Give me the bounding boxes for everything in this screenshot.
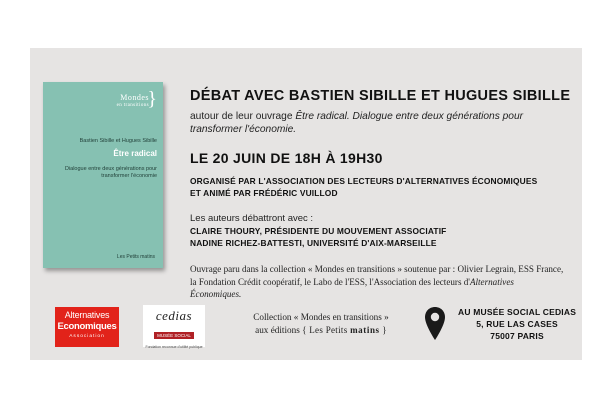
- debate-guests: [190, 225, 446, 249]
- guest-line1: CLAIRE THOURY, PRÉSIDENTE DU MOUVEMENT ASSOCIATIF: [190, 226, 447, 236]
- paragraph-text: Ouvrage paru dans la collection « Mondes en transitions » soutenue par : Olivier Legrain, ESS France, la Fondation Crédit coopératif, le Labo de l'ESS, l'Association des lecteurs d': [190, 264, 564, 287]
- intro-book-title: Être radical. Dialogue entre deux générations pour transformer l'économie.: [190, 111, 524, 136]
- collection-line1: Collection « Mondes en transitions »: [253, 312, 389, 322]
- petits-matins-brand: [302, 325, 387, 335]
- brand-close: }: [379, 324, 387, 335]
- book-collection: [117, 94, 149, 108]
- brace-icon: }: [147, 88, 157, 110]
- book-cover: [43, 82, 163, 268]
- ae-logo-line1: Alternatives: [64, 310, 110, 320]
- authors-intro: Les auteurs débattront avec :: [190, 213, 314, 224]
- cedias-logo-tag: MUSÉE SOCIAL: [154, 332, 194, 339]
- cedias-logo-name: cedias: [155, 308, 193, 323]
- address-line1: AU MUSÉE SOCIAL CEDIAS: [458, 307, 577, 317]
- book-publisher: Les Petits matins: [116, 254, 155, 260]
- address-line3: 75007 PARIS: [490, 330, 544, 341]
- brand-bold: matins: [350, 324, 380, 335]
- collection-paragraph: [190, 263, 565, 301]
- book-title: Être radical: [113, 149, 157, 158]
- cedias-logo-caption: Fondation reconnue d'utilité publique: [145, 345, 203, 349]
- collection-info: [238, 311, 404, 337]
- ae-logo-line3: Association: [69, 333, 105, 339]
- cedias-logo: [143, 305, 205, 347]
- event-intro: [190, 110, 570, 137]
- brand-small: { Les Petits: [302, 324, 351, 335]
- paragraph-italic: Alternatives Économiques.: [190, 276, 514, 300]
- location-pin-icon: [424, 306, 446, 342]
- organizer-line2: ET ANIMÉ PAR FRÉDÉRIC VUILLOD: [190, 188, 338, 199]
- book-collection-line1: Mondes: [120, 93, 149, 102]
- alternatives-economiques-logo: [55, 307, 119, 347]
- guest-line2: NADINE RICHEZ-BATTESTI, UNIVERSITÉ D'AIX-MARSEILLE: [190, 238, 437, 249]
- organizer-line1: ORGANISÉ PAR L'ASSOCIATION DES LECTEURS D'ALTERNATIVES ÉCONOMIQUES: [190, 176, 538, 186]
- event-date: LE 20 JUIN DE 18H À 19H30: [190, 150, 383, 166]
- book-subtitle: Dialogue entre deux générations pour transformer l'économie: [64, 166, 157, 180]
- intro-prefix: autour de leur ouvrage: [190, 111, 296, 122]
- address-line2: 5, RUE LAS CASES: [476, 318, 558, 329]
- event-organizer: [190, 175, 537, 199]
- event-heading: DÉBAT AVEC BASTIEN SIBILLE ET HUGUES SIBILLE: [190, 88, 571, 104]
- collection-line2-prefix: aux éditions: [255, 324, 303, 335]
- book-author: Bastien Sibille et Hugues Sibille: [79, 138, 157, 144]
- event-address: [458, 307, 576, 343]
- collection-line2: [238, 324, 404, 337]
- book-collection-line2: en transitions: [116, 103, 149, 108]
- ae-logo-line2: Economiques: [57, 321, 117, 332]
